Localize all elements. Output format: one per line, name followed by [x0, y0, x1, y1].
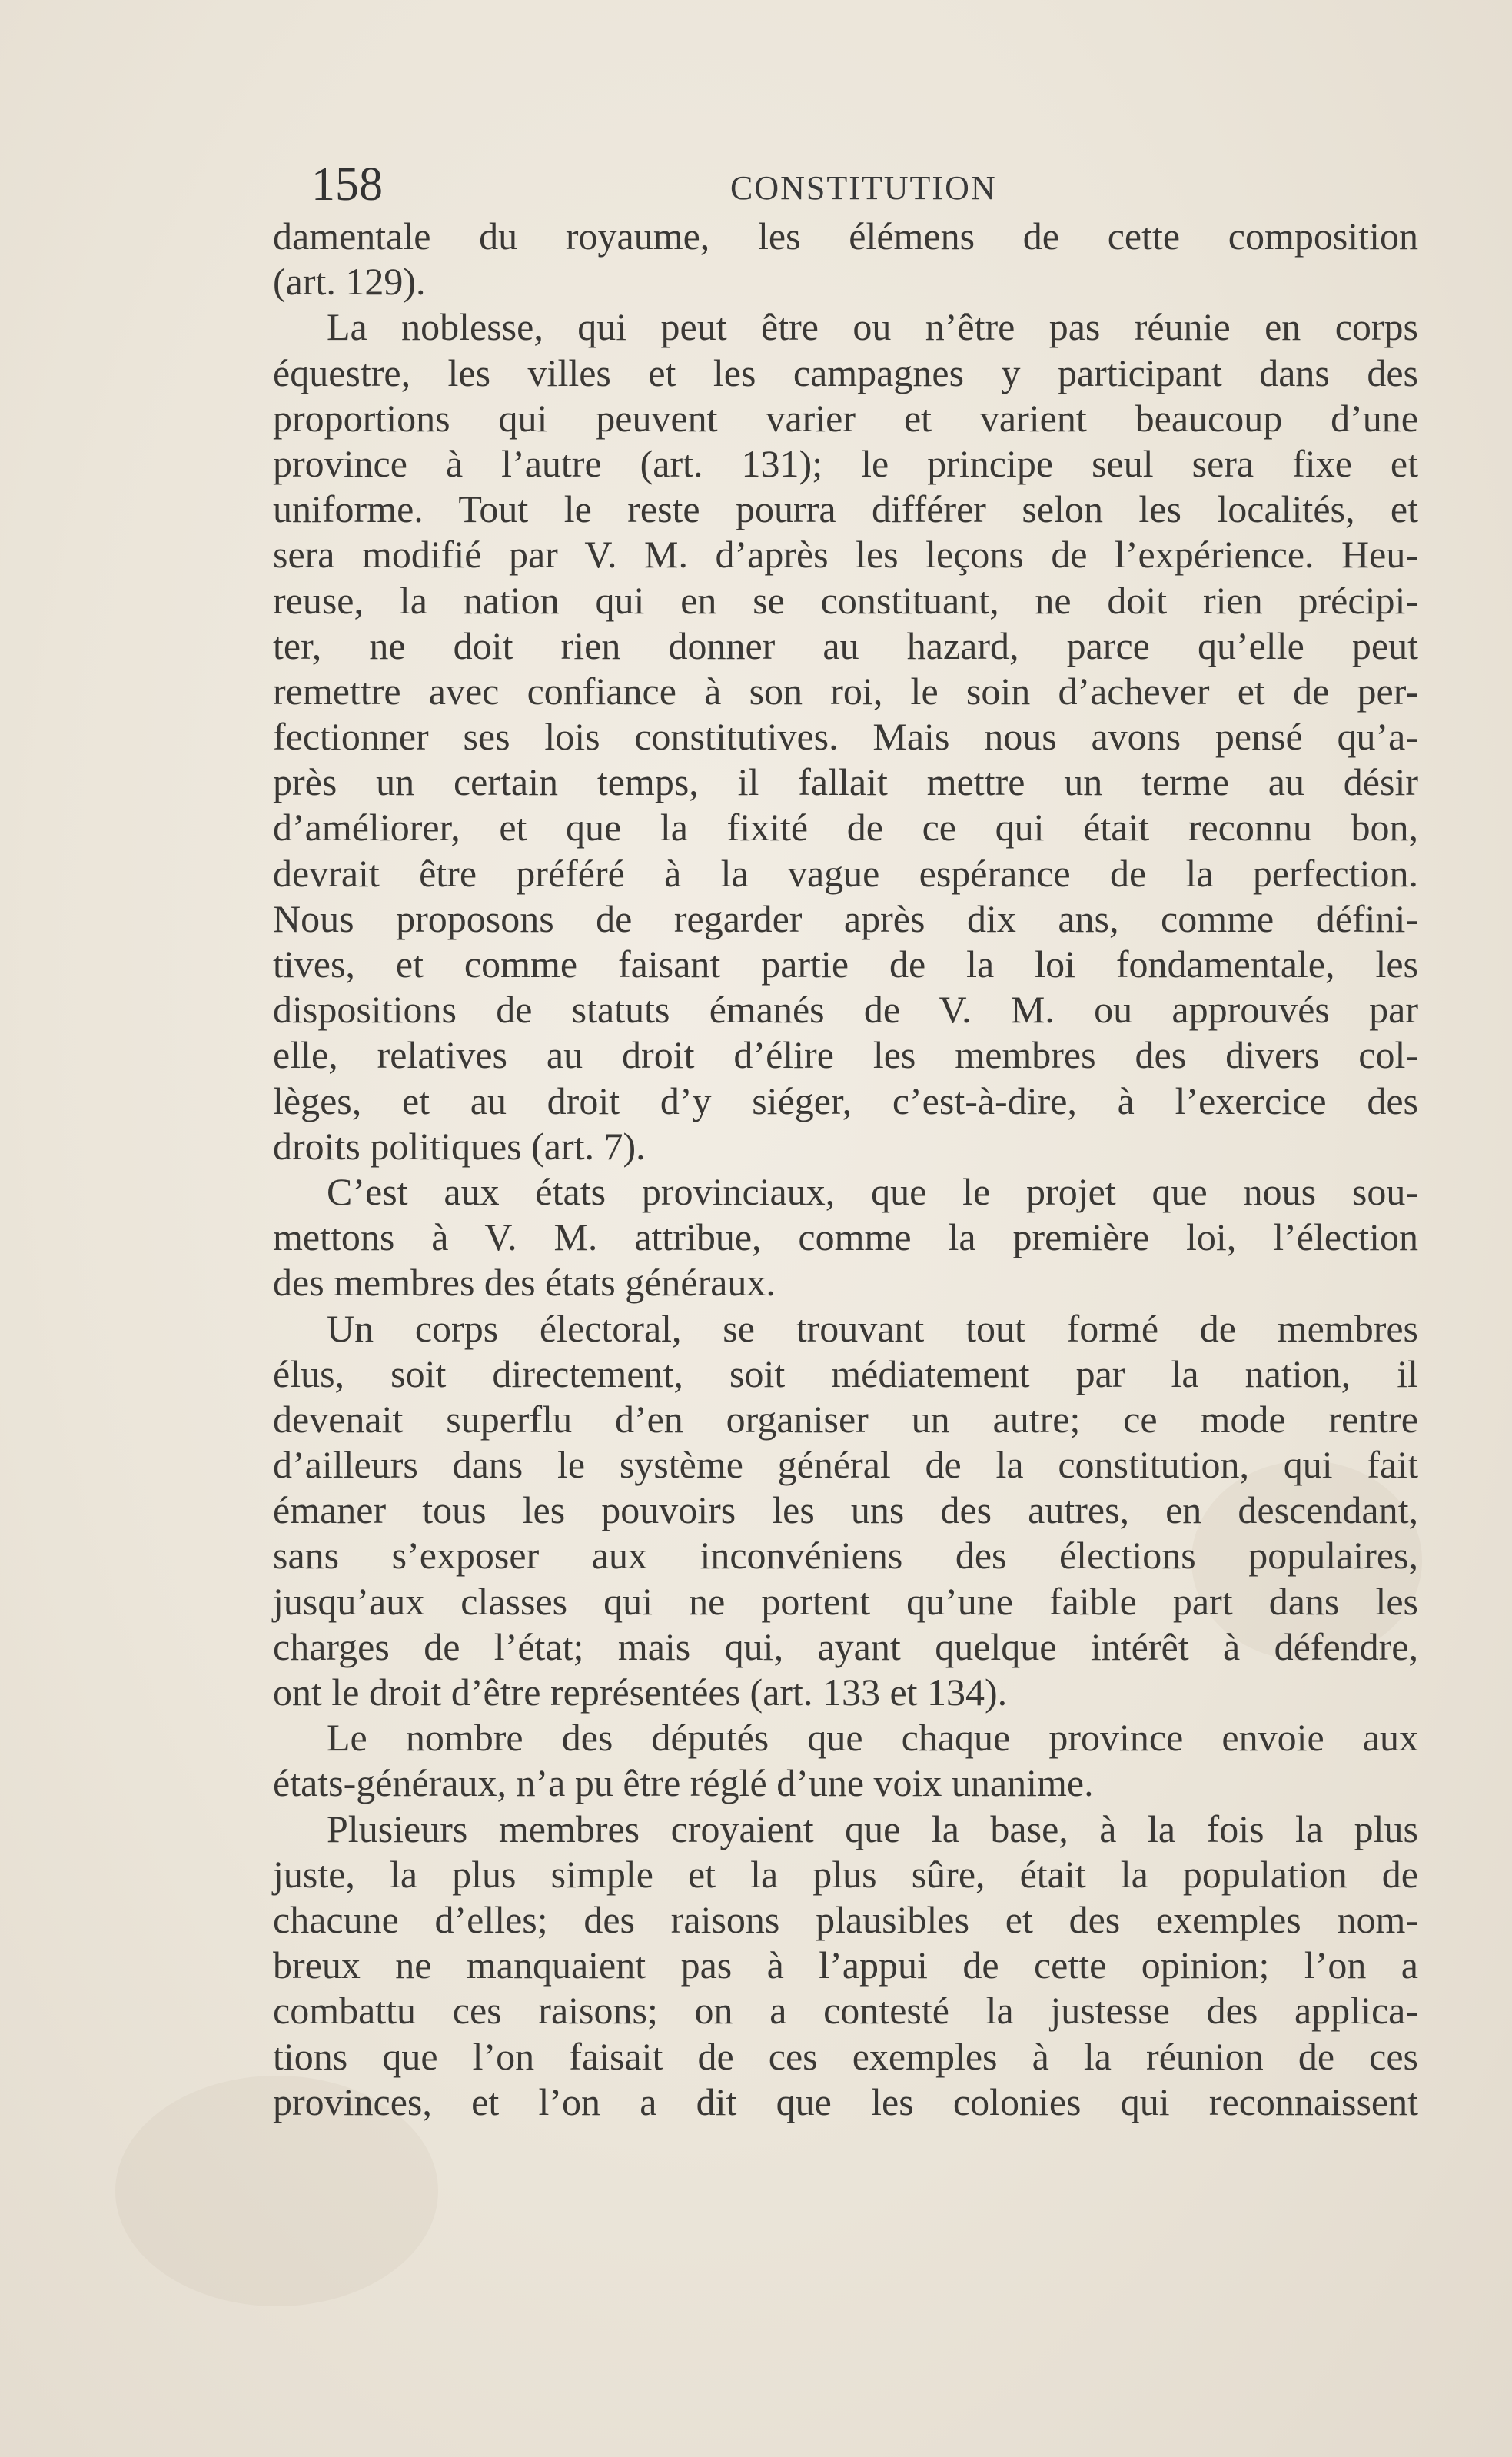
text-line: Plusieurs membres croyaient que la base, à la fois la plus [327, 1807, 1418, 1850]
text-line: émaner tous les pouvoirs les uns des autres, en descendant, [273, 1488, 1418, 1532]
text-line: uniforme. Tout le reste pourra différer selon les localités, et [273, 487, 1418, 531]
text-line: province à l’autre (art. 131); le principe seul sera fixe et [273, 441, 1418, 485]
text-line: devenait superflu d’en organiser un autre; ce mode rentre [273, 1397, 1418, 1441]
text-line: Le nombre des députés que chaque province envoie aux [327, 1716, 1418, 1760]
page-number: 158 [311, 158, 383, 211]
text-line: sans s’exposer aux inconvéniens des élections populaires, [273, 1534, 1418, 1578]
text-line: elle, relatives au droit d’élire les membres des divers col- [273, 1033, 1418, 1077]
text-line: d’ailleurs dans le système général de la constitution, qui fait [273, 1443, 1418, 1487]
text-line: tions que l’on faisait de ces exemples à la réunion de ces [273, 2034, 1418, 2078]
text-line: reuse, la nation qui en se constituant, ne doit rien précipi- [273, 578, 1418, 622]
text-line: états-généraux, n’a pu être réglé d’une voix unanime. [273, 1761, 1094, 1805]
text-line: élus, soit directement, soit médiatement par la nation, il [273, 1352, 1418, 1395]
text-line: Un corps électoral, se trouvant tout formé de membres [327, 1306, 1418, 1350]
text-line: tives, et comme faisant partie de la loi fondamentale, les [273, 943, 1418, 986]
text-line: lèges, et au droit d’y siéger, c’est-à-dire, à l’exercice des [273, 1079, 1418, 1122]
text-line: combattu ces raisons; on a contesté la justesse des applica- [273, 1989, 1418, 2033]
running-head: CONSTITUTION [730, 169, 997, 207]
text-line: charges de l’état; mais qui, ayant quelque intérêt à défendre, [273, 1624, 1418, 1668]
text-line: damentale du royaume, les élémens de cette composition [273, 214, 1418, 258]
text-line: fectionner ses lois constitutives. Mais nous avons pensé qu’a- [273, 715, 1418, 759]
text-line: ont le droit d’être représentées (art. 133 et 134). [273, 1671, 1008, 1714]
body-text [273, 214, 1418, 2125]
text-line: mettons à V. M. attribue, comme la première loi, l’élection [273, 1215, 1418, 1259]
text-line: droits politiques (art. 7). [273, 1124, 646, 1168]
text-line: devrait être préféré à la vague espérance de la perfection. [273, 851, 1418, 895]
text-line: breux ne manquaient pas à l’appui de cette opinion; l’on a [273, 1943, 1418, 1987]
text-line: La noblesse, qui peut être ou n’être pas réunie en corps [327, 305, 1418, 349]
text-line: provinces, et l’on a dit que les colonies qui reconnaissent [273, 2080, 1418, 2123]
text-line: dispositions de statuts émanés de V. M. ou approuvés par [273, 988, 1418, 1032]
text-line: d’améliorer, et que la fixité de ce qui était reconnu bon, [273, 806, 1418, 849]
text-line: des membres des états généraux. [273, 1261, 776, 1305]
text-line: (art. 129). [273, 260, 426, 304]
text-line: proportions qui peuvent varier et varient beaucoup d’une [273, 396, 1418, 440]
page-header [311, 158, 1418, 211]
text-line: juste, la plus simple et la plus sûre, était la population de [273, 1852, 1418, 1896]
text-line: remettre avec confiance à son roi, le soin d’achever et de per- [273, 669, 1418, 713]
text-line: près un certain temps, il fallait mettre un terme au désir [273, 760, 1418, 804]
text-line: C’est aux états provinciaux, que le projet que nous sou- [327, 1169, 1418, 1213]
text-line: sera modifié par V. M. d’après les leçons de l’expérience. Heu- [273, 533, 1418, 577]
text-line: jusqu’aux classes qui ne portent qu’une faible part dans les [273, 1579, 1418, 1623]
text-line: équestre, les villes et les campagnes y participant dans des [273, 351, 1418, 394]
text-line: ter, ne doit rien donner au hazard, parce qu’elle peut [273, 623, 1418, 667]
text-line: chacune d’elles; des raisons plausibles et des exemples nom- [273, 1897, 1418, 1941]
text-line: Nous proposons de regarder après dix ans, comme défini- [273, 896, 1418, 940]
